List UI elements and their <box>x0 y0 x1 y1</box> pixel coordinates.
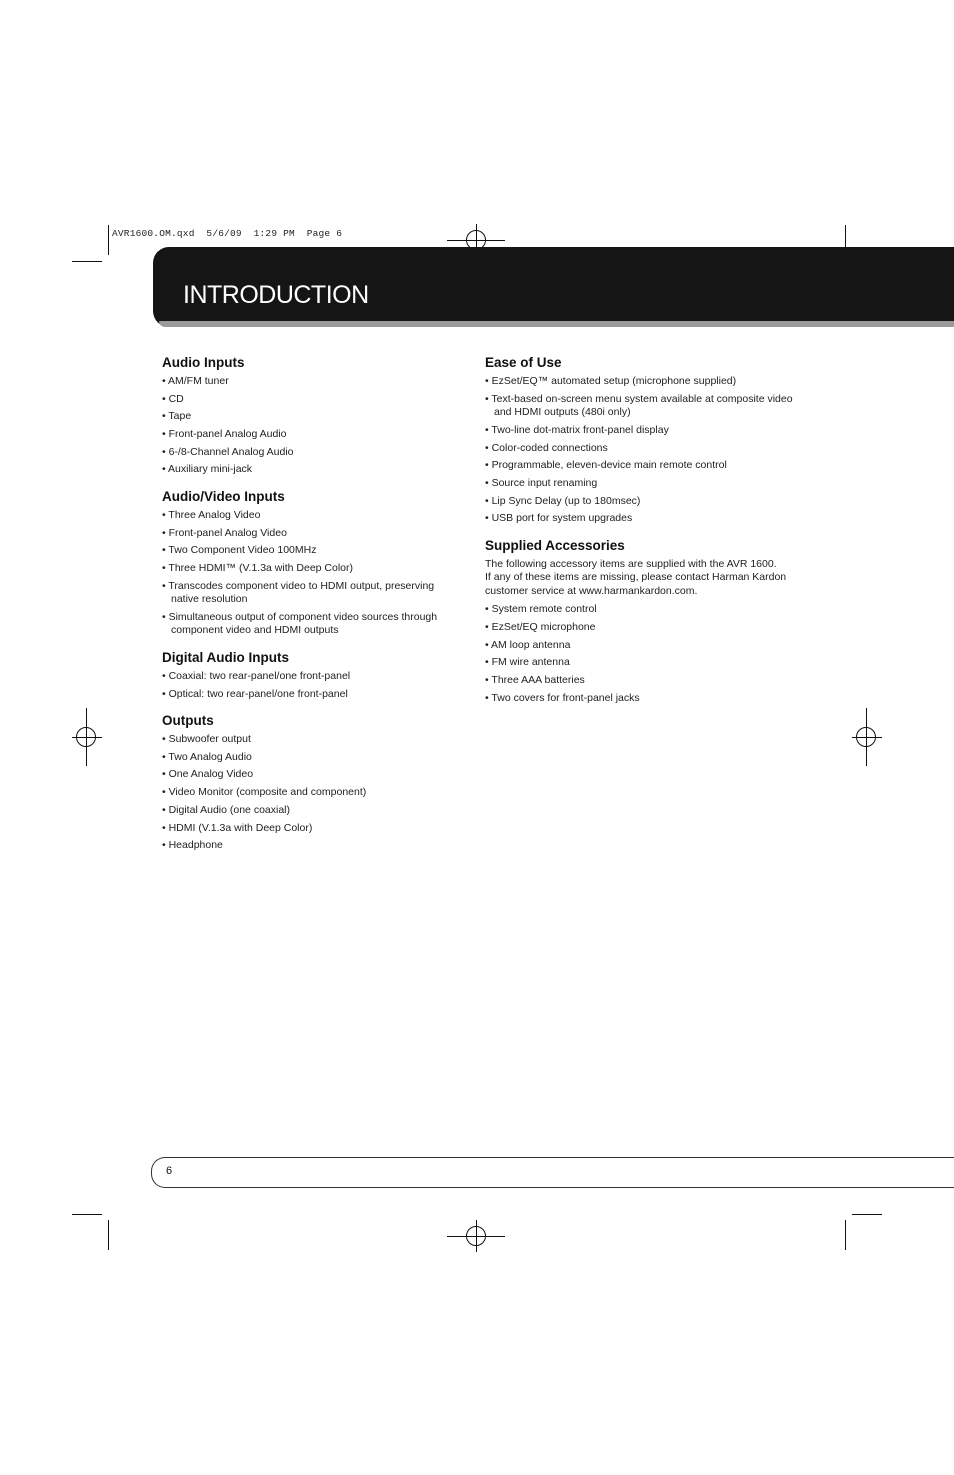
av-inputs-section <box>162 489 462 638</box>
list-item: • Three Analog Video <box>162 509 462 523</box>
list-item: • USB port for system upgrades <box>485 512 795 526</box>
list-item: • Source input renaming <box>485 477 795 491</box>
list-item: • Two Analog Audio <box>162 751 462 765</box>
list-item: • HDMI (V.1.3a with Deep Color) <box>162 822 462 836</box>
list-item: • AM loop antenna <box>485 639 795 653</box>
list-item: • Two Component Video 100MHz <box>162 544 462 558</box>
intro-line: customer service at www.harmankardon.com. <box>485 584 698 597</box>
list-item: • Three AAA batteries <box>485 674 795 688</box>
outputs-section <box>162 713 462 853</box>
list-item: • 6-/8-Channel Analog Audio <box>162 446 462 460</box>
intro-line: If any of these items are missing, please contact Harman Kardon <box>485 571 787 584</box>
list-item: • FM wire antenna <box>485 656 795 670</box>
list-item: • Color-coded connections <box>485 442 795 456</box>
audio-inputs-section <box>162 355 462 477</box>
list-item: • Simultaneous output of component video sources through component video and HDMI outputs <box>162 611 462 638</box>
page-title: INTRODUCTION <box>183 281 369 309</box>
section-title: Digital Audio Inputs <box>162 649 289 665</box>
list-item: • EzSet/EQ™ automated setup (microphone supplied) <box>485 375 795 389</box>
crop-mark <box>108 225 109 255</box>
accessories-intro <box>485 558 795 599</box>
item-list <box>162 670 462 701</box>
list-item: • Tape <box>162 410 462 424</box>
section-title: Audio/Video Inputs <box>162 488 285 504</box>
list-item: • CD <box>162 393 462 407</box>
list-item: • Headphone <box>162 839 462 853</box>
registration-circle <box>466 1226 486 1246</box>
list-item: • Text-based on-screen menu system available at composite video and HDMI outputs (480i only) <box>485 393 795 420</box>
crop-mark <box>852 1214 882 1215</box>
header-band <box>153 247 954 327</box>
list-item: • EzSet/EQ microphone <box>485 621 795 635</box>
list-item: • Front-panel Analog Video <box>162 527 462 541</box>
printer-slug: AVR1600.OM.qxd 5/6/09 1:29 PM Page 6 <box>112 228 343 239</box>
list-item: • One Analog Video <box>162 768 462 782</box>
list-item: • Optical: two rear-panel/one front-panel <box>162 688 462 702</box>
list-item: • Digital Audio (one coaxial) <box>162 804 462 818</box>
list-item: • Coaxial: two rear-panel/one front-panel <box>162 670 462 684</box>
intro-line: The following accessory items are supplied with the AVR 1600. <box>485 557 777 570</box>
list-item: • Video Monitor (composite and component) <box>162 786 462 800</box>
item-list <box>162 375 462 477</box>
item-list <box>485 603 795 705</box>
left-column <box>162 355 462 865</box>
list-item: • Two-line dot-matrix front-panel display <box>485 424 795 438</box>
list-item: • Auxiliary mini-jack <box>162 463 462 477</box>
registration-circle <box>76 727 96 747</box>
footer-band <box>151 1157 954 1188</box>
list-item: • Programmable, eleven-device main remote control <box>485 459 795 473</box>
right-column <box>485 355 795 717</box>
list-item: • Three HDMI™ (V.1.3a with Deep Color) <box>162 562 462 576</box>
crop-mark <box>108 1220 109 1250</box>
section-title: Ease of Use <box>485 355 562 370</box>
accessories-section <box>485 538 795 705</box>
crop-mark <box>845 1220 846 1250</box>
list-item: • Lip Sync Delay (up to 180msec) <box>485 495 795 509</box>
ease-of-use-section <box>485 355 795 526</box>
list-item: • Two covers for front-panel jacks <box>485 692 795 706</box>
digital-inputs-section <box>162 650 462 701</box>
item-list <box>162 733 462 853</box>
list-item: • System remote control <box>485 603 795 617</box>
item-list <box>485 375 795 526</box>
page-number: 6 <box>166 1165 173 1177</box>
list-item: • AM/FM tuner <box>162 375 462 389</box>
item-list <box>162 509 462 638</box>
list-item: • Subwoofer output <box>162 733 462 747</box>
section-title: Outputs <box>162 713 214 729</box>
registration-circle <box>856 727 876 747</box>
list-item: • Transcodes component video to HDMI output, preserving native resolution <box>162 580 462 607</box>
crop-mark <box>72 1214 102 1215</box>
crop-mark <box>72 261 102 262</box>
section-title: Audio Inputs <box>162 355 245 370</box>
list-item: • Front-panel Analog Audio <box>162 428 462 442</box>
section-title: Supplied Accessories <box>485 537 625 553</box>
